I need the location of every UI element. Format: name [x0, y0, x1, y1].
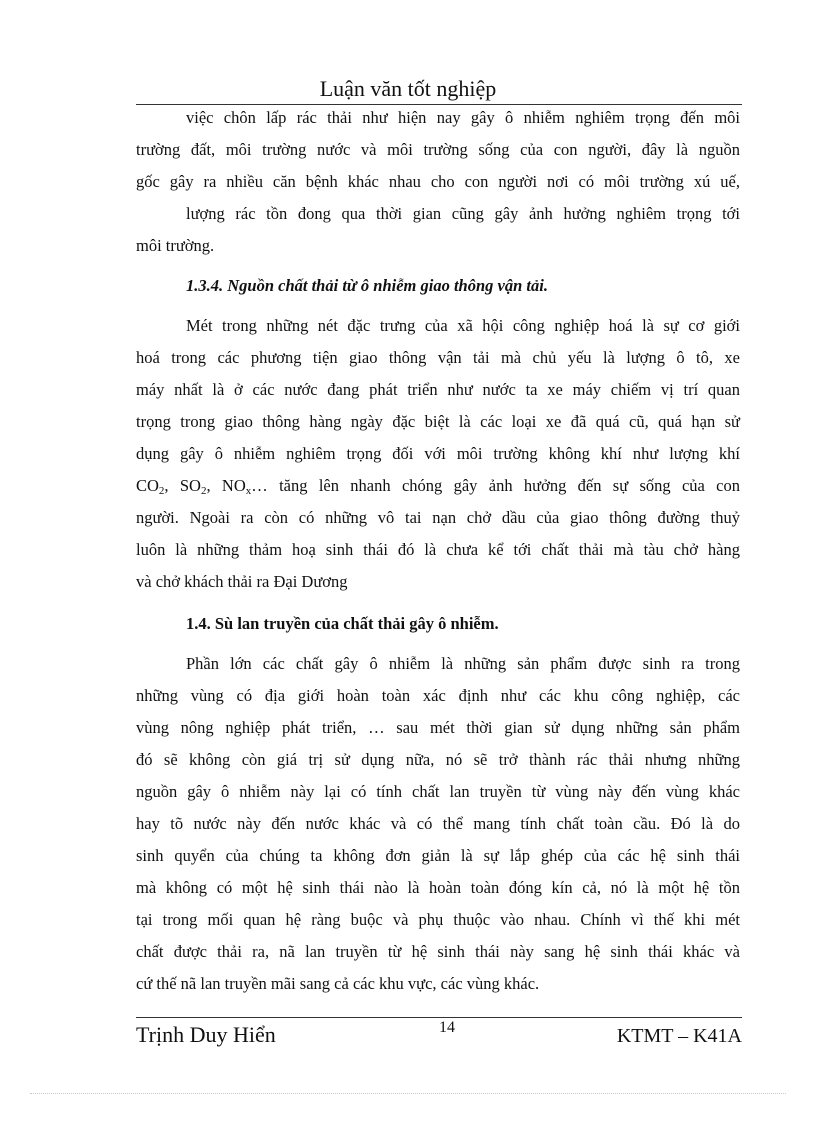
section-heading-1-4: 1.4. Sù lan truyền của chất thải gây ô nhiễm. [186, 614, 499, 633]
text-line: hay tõ nước này đến nước khác và có thể mang tính chất toàn cầu. Đó là do [136, 814, 740, 833]
text-line: vùng nông nghiệp phát triển, … sau mét thời gian sử dụng những sản phẩm [136, 718, 740, 737]
text-line: Phần lớn các chất gây ô nhiễm là những sản phẩm được sinh ra trong [186, 654, 740, 673]
page-header-title: Luận văn tốt nghiệp [319, 76, 497, 101]
text-line: nguồn gây ô nhiễm này lại có tính chất lan truyền từ vùng này đến vùng khác [136, 782, 740, 801]
section-heading-1-3-4: 1.3.4. Nguồn chất thải từ ô nhiễm giao thông vận tải. [186, 276, 548, 295]
text-line: và chở khách thải ra Đại Dương [136, 572, 348, 591]
text-line: luôn là những thảm hoạ sinh thái đó là chưa kể tới chất thải mà tàu chở hàng [136, 540, 740, 559]
text-line: chất được thải ra, nã lan truyền từ hệ sinh thái này sang hệ sinh thái khác và [136, 942, 740, 961]
page-bottom-border [30, 1093, 786, 1094]
text-line: trọng trong giao thông hàng ngày đặc biệt là các loại xe đã quá cũ, quá hạn sử [136, 412, 740, 431]
footer-class-code: KTMT – K41A [616, 1025, 742, 1047]
text-line: đó sẽ không còn giá trị sử dụng nữa, nó sẽ trở thành rác thải nhưng những [136, 750, 740, 769]
header-divider [136, 104, 742, 105]
text-line-with-formulas: $CO_2$, $SO_2$, $NO_x\dots$ tăng lên nhanh chóng gây ảnh hưởng đến sự sống của con [136, 476, 741, 497]
formula-nox: $NO_x$ [221, 476, 252, 497]
text-line: hoá trong các phương tiện giao thông vận tải mà chủ yếu là lượng ô tô, xe [136, 348, 740, 367]
text-line: sinh quyển của chúng ta không đơn giản là sự lắp ghép của các hệ sinh thái [136, 846, 740, 865]
text-line: dụng gây ô nhiễm nghiêm trọng đối với môi trường không khí như lượng khí [136, 444, 740, 463]
text-line: cứ thế nã lan truyền mãi sang cả các khu vực, các vùng khác. [136, 974, 540, 993]
text-line: việc chôn lấp rác thải như hiện nay gây ô nhiễm nghiêm trọng đến môi [186, 108, 740, 127]
text-line: máy nhất là ở các nước đang phát triển như nước ta xe máy chiếm vị trí quan [136, 380, 740, 399]
text-line: môi trường. [136, 236, 215, 255]
formula-so2: $SO_2$ [179, 476, 207, 497]
footer-author: Trịnh Duy Hiển [136, 1022, 276, 1047]
text-line: người. Ngoài ra còn có những vô tai nạn chở dầu của giao thông đường thuỷ [136, 508, 740, 527]
page-number: 14 [439, 1019, 455, 1036]
text-line: những vùng có địa giới hoàn toàn xác định như các khu công nghiệp, các [136, 686, 740, 705]
text-line: tại trong mối quan hệ ràng buộc và phụ thuộc vào nhau. Chính vì thế khi mét [136, 910, 740, 929]
text-line: lượng rác tồn đong qua thời gian cũng gây ảnh hưởng nghiêm trọng tới [186, 204, 740, 223]
text-line: mà không có một hệ sinh thái nào là hoàn toàn đóng kín cả, nó là một hệ tồn [136, 878, 740, 897]
formula-co2: $CO_2$ [136, 476, 165, 497]
text-line: gốc gây ra nhiều căn bệnh khác nhau cho con người nơi có môi trường xú uế, [136, 172, 740, 191]
text-line: Mét trong những nét đặc trưng của xã hội công nghiệp hoá là sự cơ giới [186, 316, 740, 335]
text-line: trường đất, môi trường nước và môi trường sống của con người, đây là nguồn [136, 140, 740, 159]
